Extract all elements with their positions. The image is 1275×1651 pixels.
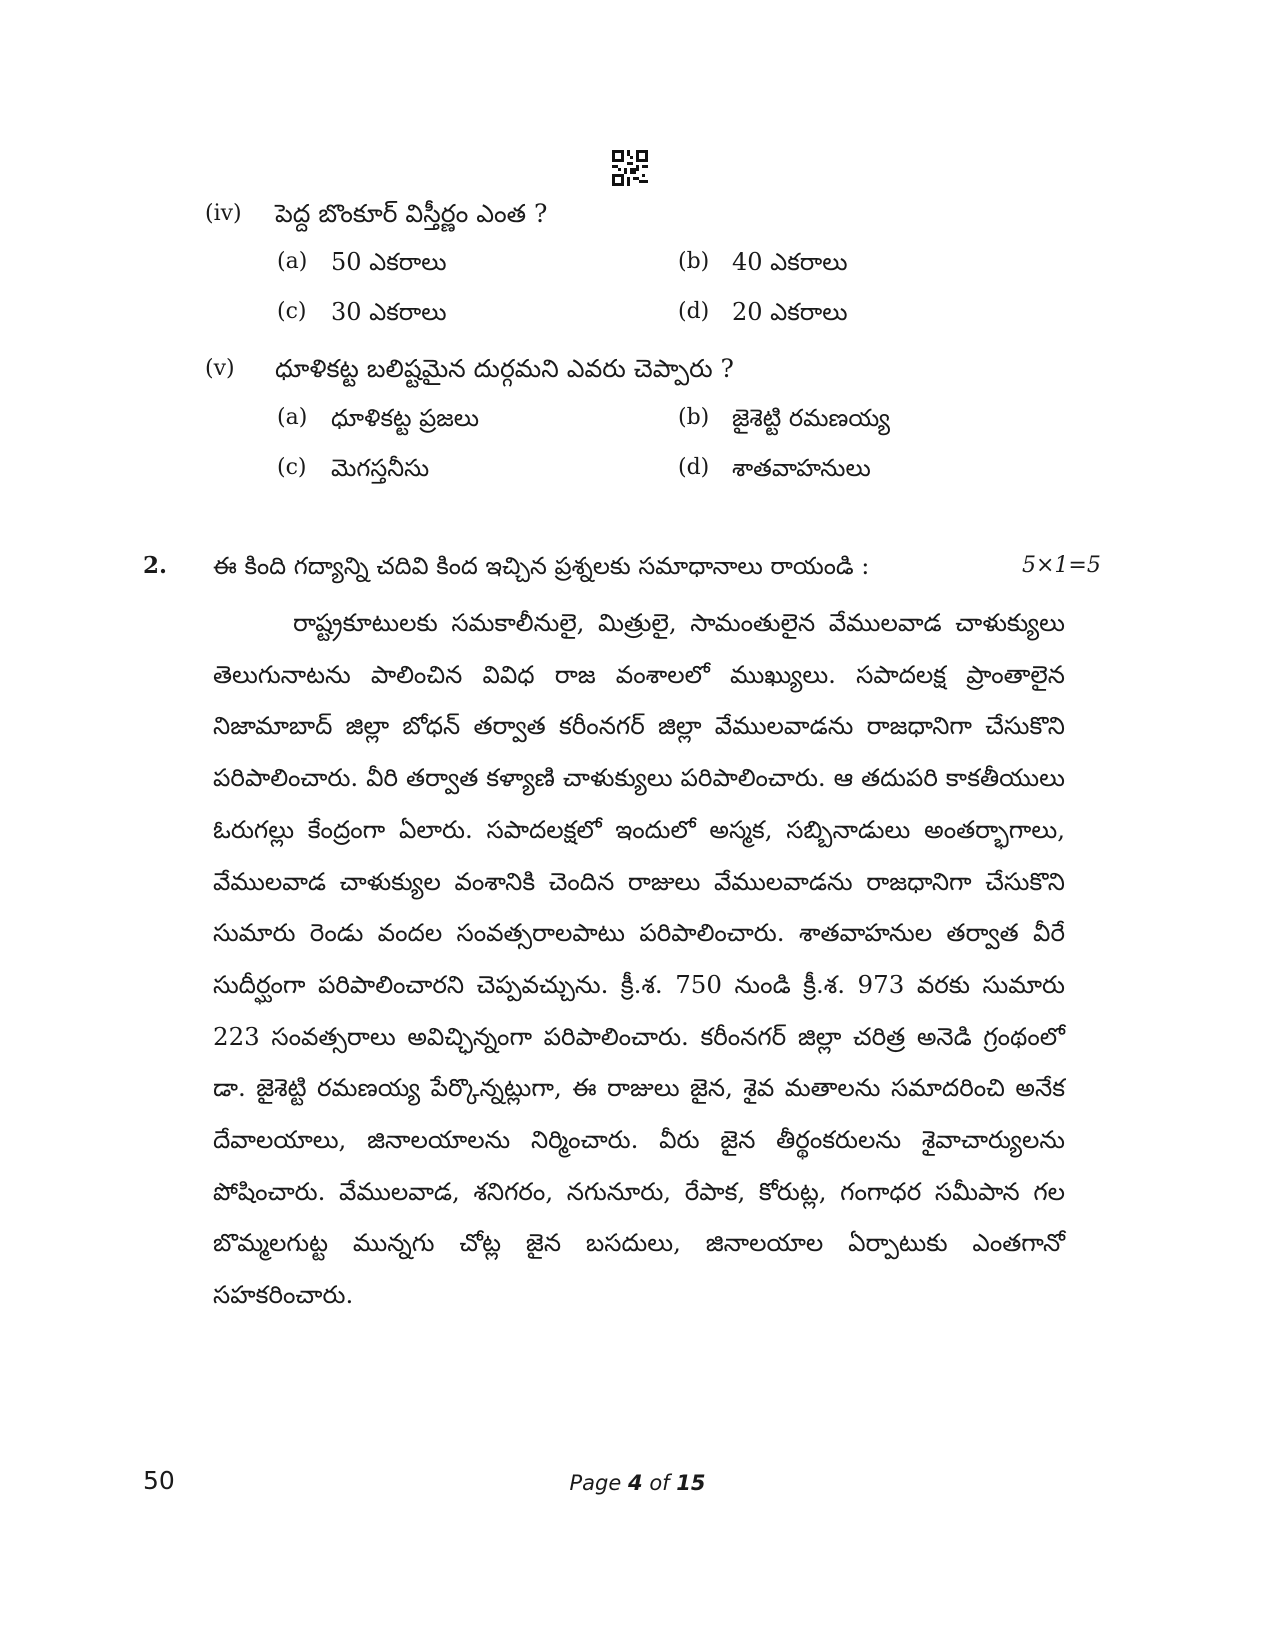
- option-text: 50 ఎకరాలు: [331, 248, 447, 276]
- question-text: పెద్ద బొంకూర్ విస్తీర్ణం ఎంత ?: [275, 199, 548, 228]
- page-of: of: [649, 1471, 670, 1495]
- question-number: (v): [205, 356, 235, 381]
- question-2-number: 2.: [143, 552, 168, 579]
- option-text: 40 ఎకరాలు: [732, 248, 848, 276]
- qr-code-icon: [612, 150, 648, 186]
- option-label: (a): [277, 249, 308, 274]
- option-label: (d): [678, 455, 710, 480]
- option-text: 20 ఎకరాలు: [732, 298, 848, 326]
- option-label: (c): [277, 299, 307, 324]
- marks-scheme: 5×1=5: [1022, 553, 1101, 578]
- question-number: (iv): [205, 201, 242, 226]
- page-code: 50: [143, 1466, 175, 1495]
- page-total: 15: [676, 1471, 706, 1495]
- option-text: 30 ఎకరాలు: [331, 298, 447, 326]
- option-label: (c): [277, 455, 307, 480]
- question-2-instruction: ఈ కింది గద్యాన్ని చదివి కింద ఇచ్చిన ప్రశ్నలకు సమాధానాలు రాయండి :: [213, 552, 870, 580]
- option-text: మెగస్తనీసు: [331, 454, 430, 482]
- option-label: (a): [277, 405, 308, 430]
- reading-passage: రాష్ట్రకూటులకు సమకాలీనులై, మిత్రులై, సామంతులైన వేములవాడ చాళుక్యులు తెలుగునాటను పాలించిన వివిధ రాజ వంశాలలో ముఖ్యులు. సపాదలక్ష ప్రాంతాలైన నిజామాబాద్ జిల్లా బోధన్ తర్వాత కరీంనగర్ జిల్లా వేములవాడను రాజధానిగా చేసుకొని పరిపాలించారు. వీరి తర్వాత కళ్యాణి చాళుక్యులు పరిపాలించారు. ఆ తదుపరి కాకతీయులు ఓరుగల్లు కేంద్రంగా ఏలారు. సపాదలక్షలో ఇందులో అస్మక, సబ్బినాడులు అంతర్భాగాలు, వేములవాడ చాళుక్యుల వంశానికి చెందిన రాజులు వేములవాడను రాజధానిగా చేసుకొని సుమారు రెండు వందల సంవత్సరాలపాటు పరిపాలించారు. శాతవాహనుల తర్వాత వీరే సుదీర్ఘంగా పరిపాలించారని చెప్పవచ్చును. క్రీ.శ. 750 నుండి క్రీ.శ. 973 వరకు సుమారు 223 సంవత్సరాలు అవిచ్ఛిన్నంగా పరిపాలించారు. కరీంనగర్ జిల్లా చరిత్ర అనెడి గ్రంథంలో డా. జైశెట్టి రమణయ్య పేర్కొన్నట్లుగా, ఈ రాజులు జైన, శైవ మతాలను సమాదరించి అనేక దేవాలయాలు, జినాలయాలను నిర్మించారు. వీరు జైన తీర్థంకరులను శైవాచార్యులను పోషించారు. వేములవాడ, శనిగరం, నగునూరు, రేపాక, కోరుట్ల, గంగాధర సమీపాన గల బొమ్మలగుట్ట మున్నగు చోట్ల జైన బసదులు, జినాలయాల ఏర్పాటుకు ఎంతగానో సహకరించారు.: [213, 608, 1065, 1310]
- page-word: Page: [569, 1471, 622, 1495]
- page-current: 4: [628, 1471, 643, 1495]
- option-text: ధూళికట్ట ప్రజలు: [331, 404, 480, 432]
- option-text: శాతవాహనులు: [732, 454, 871, 482]
- page-footer: [0, 1468, 1275, 1498]
- question-text: ధూళికట్ట బలిష్టమైన దుర్గమని ఎవరు చెప్పారు ?: [275, 354, 734, 383]
- option-label: (b): [678, 405, 710, 430]
- option-label: (b): [678, 249, 710, 274]
- option-label: (d): [678, 299, 710, 324]
- option-text: జైశెట్టి రమణయ్య: [732, 404, 890, 432]
